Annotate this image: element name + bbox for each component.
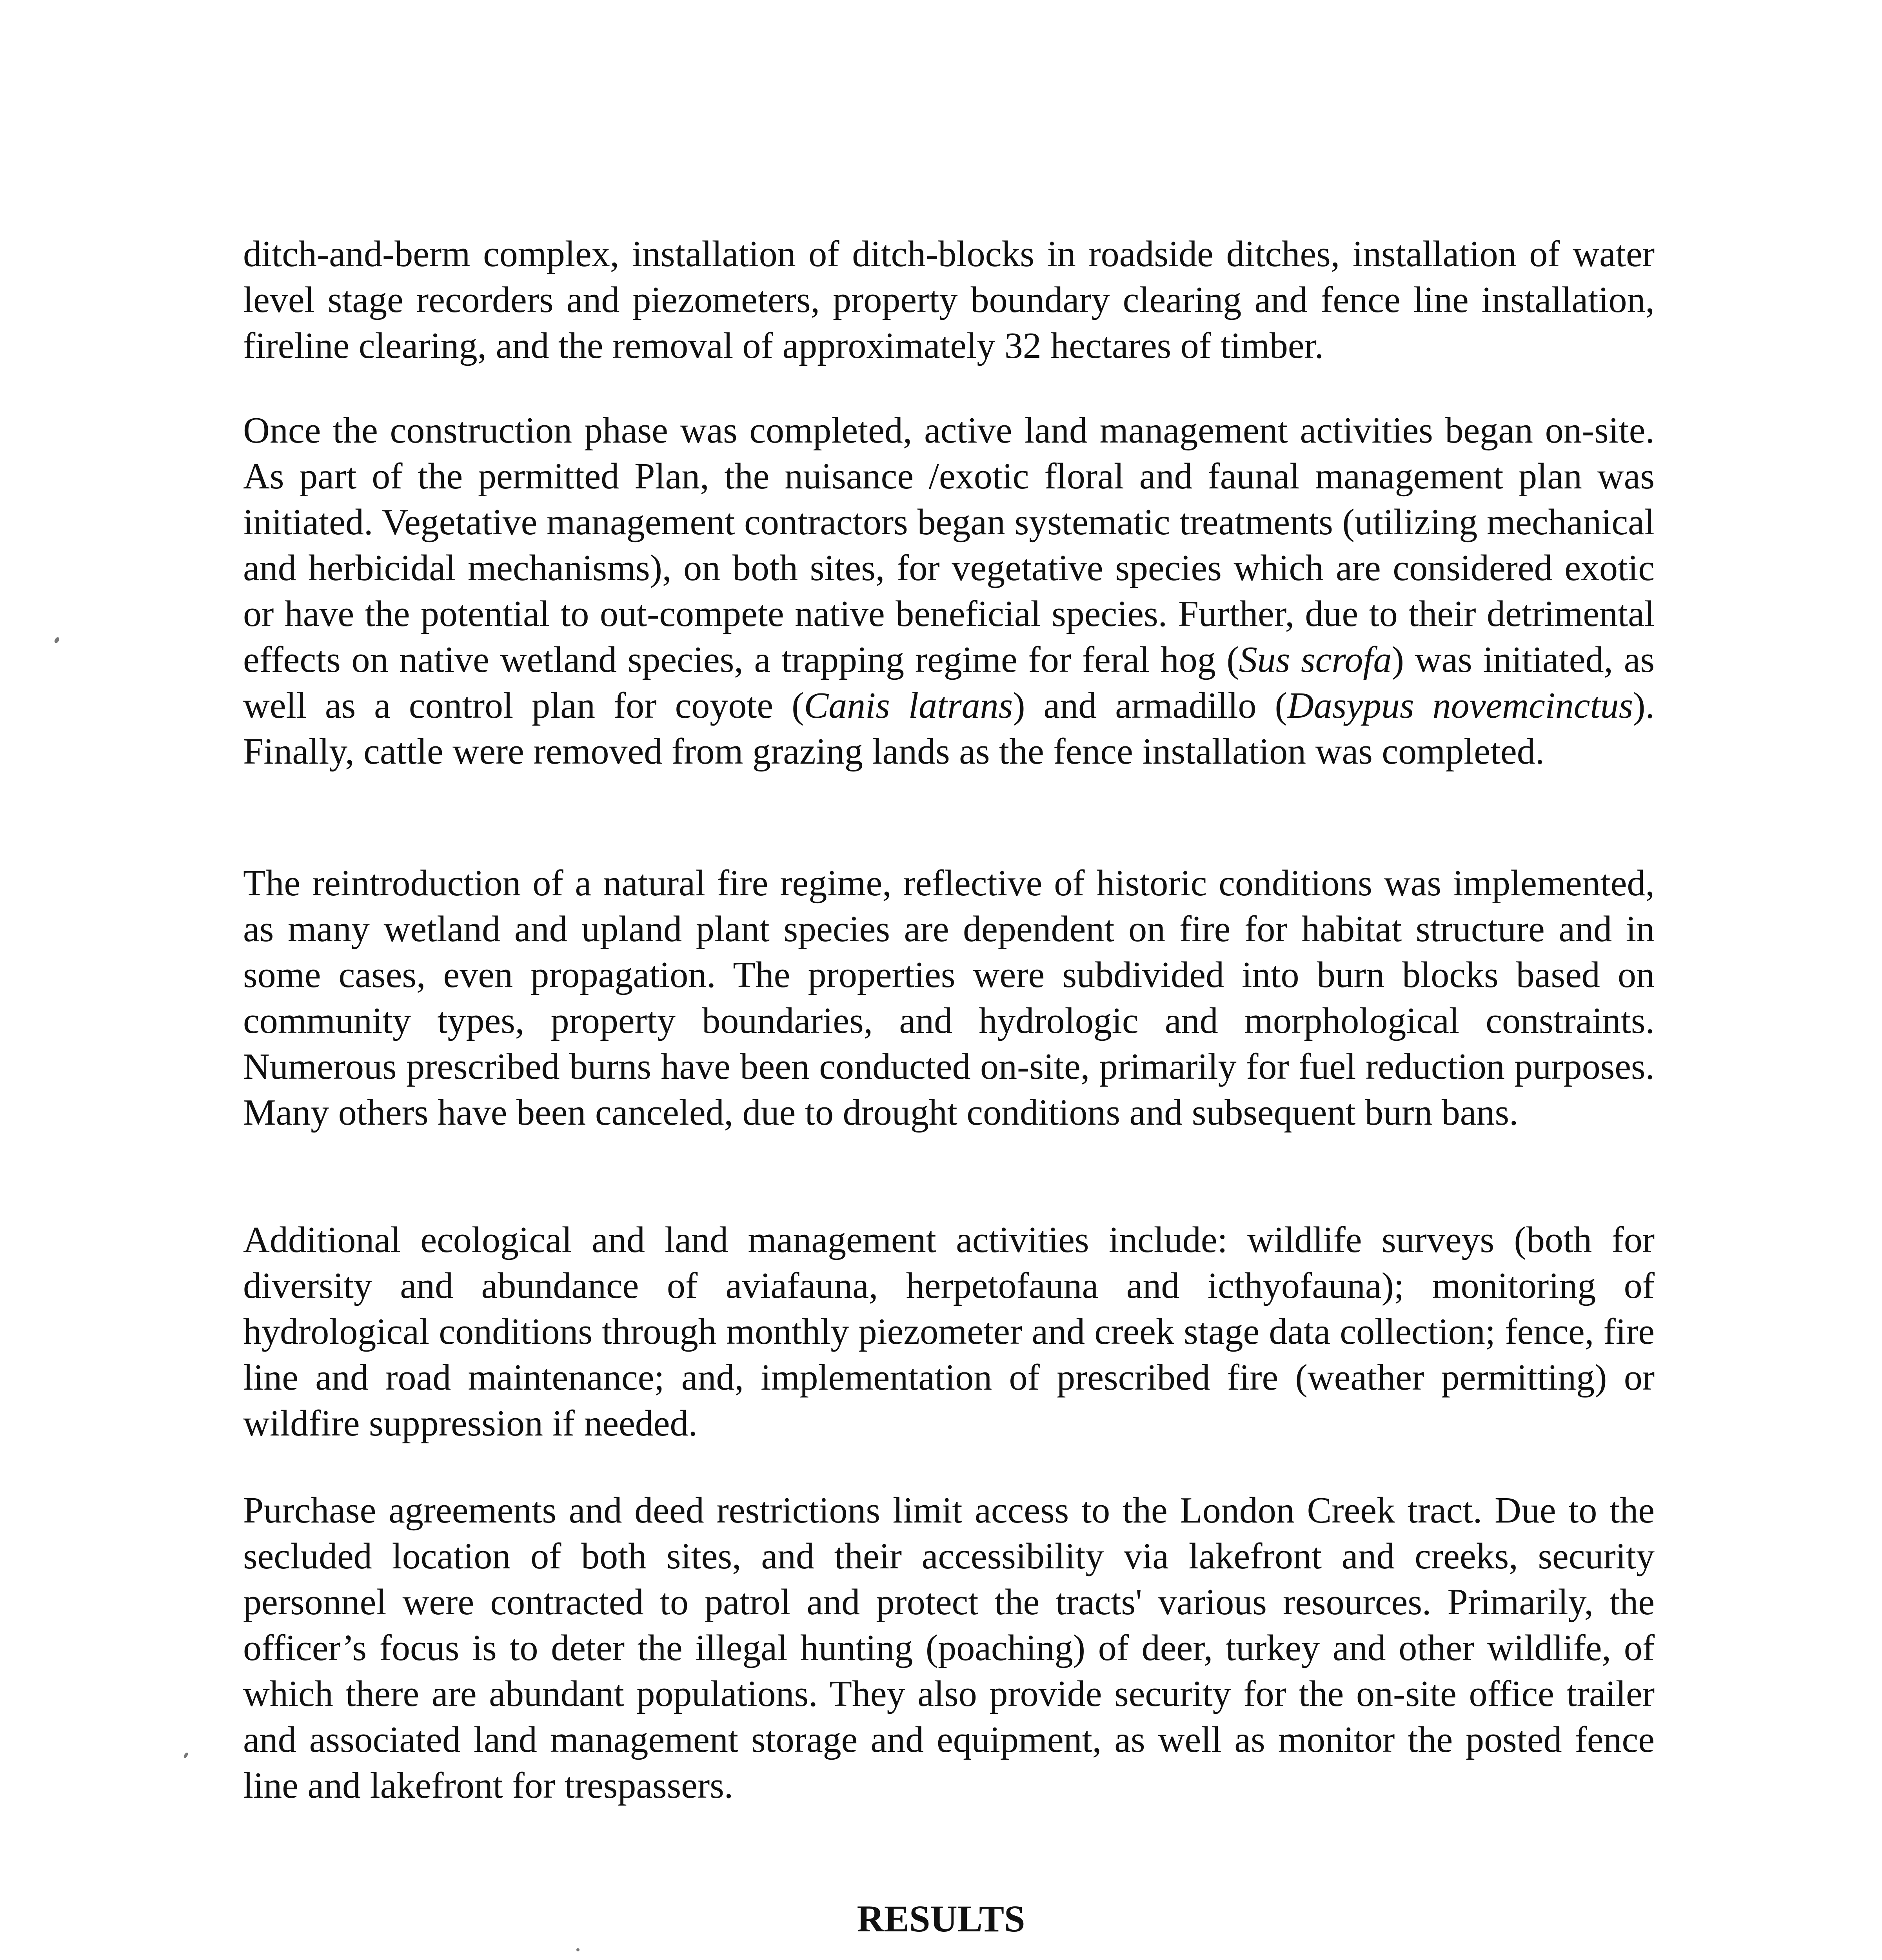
paragraph-text: ). Finally, cattle were removed from grazing lands as the fence installation was completed. bbox=[243, 685, 1655, 772]
paragraph-text: Additional ecological and land management activities include: wildlife surveys (both for diversity and abundance of aviafauna, herpetofauna and icthyofauna); monitoring of hydrological conditions through monthly piezometer and creek stage data collection; fence, fire line and road maintenance; and, implementation of prescribed fire (weather permitting) or wildfire suppression if needed. bbox=[243, 1220, 1655, 1444]
species-name-feral-hog: Sus scrofa bbox=[1239, 639, 1392, 680]
paragraph-land-management bbox=[243, 408, 1655, 775]
paragraph-text: Once the construction phase was completed, active land management activities began on-site. As part of the permitted Plan, the nuisance /exotic floral and faunal management plan was initiated. Vegetative management contractors began systematic treatments (utilizing mechanical and herbicidal mechanisms), on both sites, for vegetative species which are considered exotic or have the potential to out-compete native beneficial species. Further, due to their detrimental effects on native wetland species, a trapping regime for feral hog ( bbox=[243, 410, 1655, 680]
scan-speck bbox=[576, 1948, 579, 1951]
section-heading-results: RESULTS bbox=[857, 1898, 1025, 1940]
paragraph-security bbox=[243, 1488, 1655, 1809]
scan-speck bbox=[54, 637, 60, 644]
paragraph-construction-summary bbox=[243, 231, 1655, 369]
paragraph-text: ) and armadillo ( bbox=[1013, 685, 1287, 726]
species-name-armadillo: Dasypus novemcinctus bbox=[1287, 685, 1633, 726]
paragraph-text: ditch-and-berm complex, installation of ditch-blocks in roadside ditches, installation of water level stage recorders and piezometers, property boundary clearing and fence line installation, fireline clearing, and the removal of approximately 32 hectares of timber. bbox=[243, 234, 1655, 366]
paragraph-text: ) was initiated, as well as a control plan for coyote ( bbox=[243, 639, 1655, 726]
paragraph-fire-regime bbox=[243, 860, 1655, 1136]
species-name-coyote: Canis latrans bbox=[804, 685, 1013, 726]
scan-speck bbox=[183, 1752, 189, 1759]
paragraph-text: Purchase agreements and deed restrictions limit access to the London Creek tract. Due to the secluded location of both sites, and their accessibility via lakefront and creeks, security personnel were contracted to patrol and protect the tracts' various resources. Primarily, the officer’s focus is to deter the illegal hunting (poaching) of deer, turkey and other wildlife, of which there are abundant populations. They also provide security for the on-site office trailer and associated land management storage and equipment, as well as monitor the posted fence line and lakefront for trespassers. bbox=[243, 1490, 1655, 1806]
paragraph-additional-activities bbox=[243, 1217, 1655, 1446]
paragraph-text: The reintroduction of a natural fire regime, reflective of historic conditions was implemented, as many wetland and upland plant species are dependent on fire for habitat structure and in some cases, even propagation. The properties were subdivided into burn blocks based on community types, property boundaries, and hydrologic and morphological constraints. Numerous prescribed burns have been conducted on-site, primarily for fuel reduction purposes. Many others have been canceled, due to drought conditions and subsequent burn bans. bbox=[243, 863, 1655, 1133]
